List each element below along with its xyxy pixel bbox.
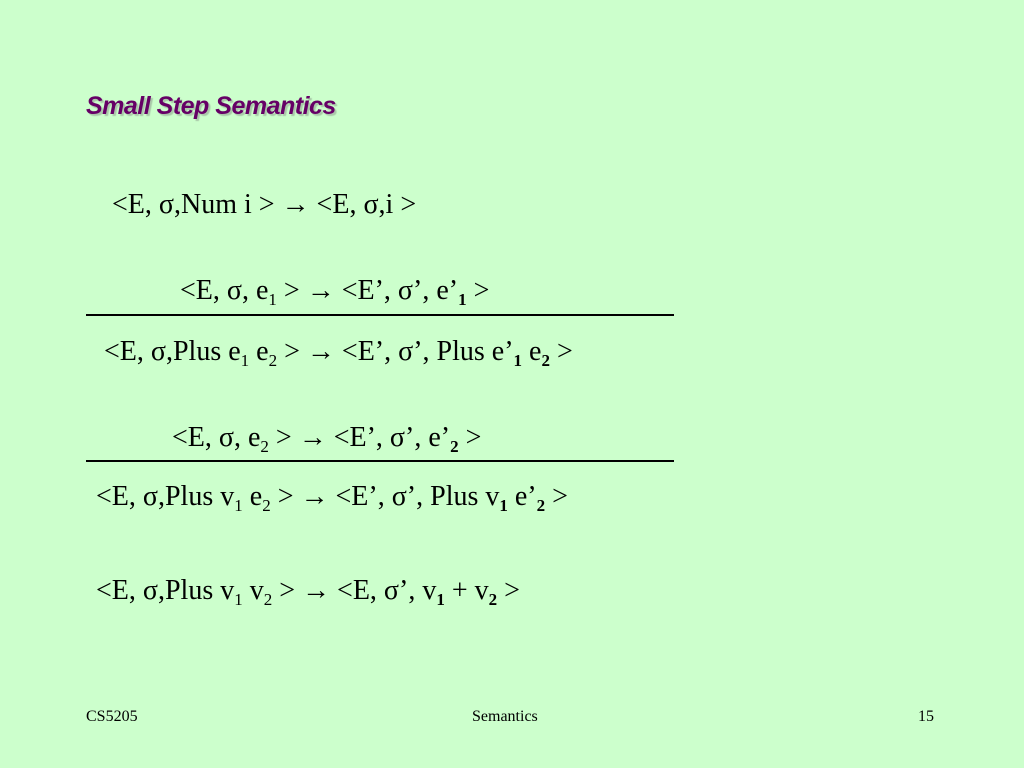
rule-num-text: <E, σ,Num i > → <E, σ,i > xyxy=(112,189,417,220)
inference-rule-line xyxy=(86,460,674,462)
slide-title: Small Step Semantics xyxy=(86,92,336,120)
footer-topic: Semantics xyxy=(472,708,538,725)
rule-plus3: <E, σ,Plus $v_1$ $v_2$ > → <E, σ’, $v_1 + v_2$ > xyxy=(96,575,520,609)
footer-course: CS5205 xyxy=(86,708,138,725)
rule-plus2-premise: <E, σ, $e_2$ > → <E’, σ’, $e’_2$ > xyxy=(172,422,482,456)
footer-page-number: 15 xyxy=(918,708,934,725)
rule-plus1-premise: <E, σ, $e_1$ > → <E’, σ’, $e’_1$ > xyxy=(180,275,490,309)
rule-plus1-conclusion: <E, σ,Plus $e_1$ $e_2$ > → <E’, σ’, Plus $e’_1$ $e_2$ > xyxy=(104,336,573,370)
rule-num xyxy=(112,189,416,221)
rule-plus2-conclusion: <E, σ,Plus $v_1$ $e_2$ > → <E’, σ’, Plus $v_1$ $e’_2$ > xyxy=(96,481,568,515)
inference-rule-line xyxy=(86,314,674,316)
